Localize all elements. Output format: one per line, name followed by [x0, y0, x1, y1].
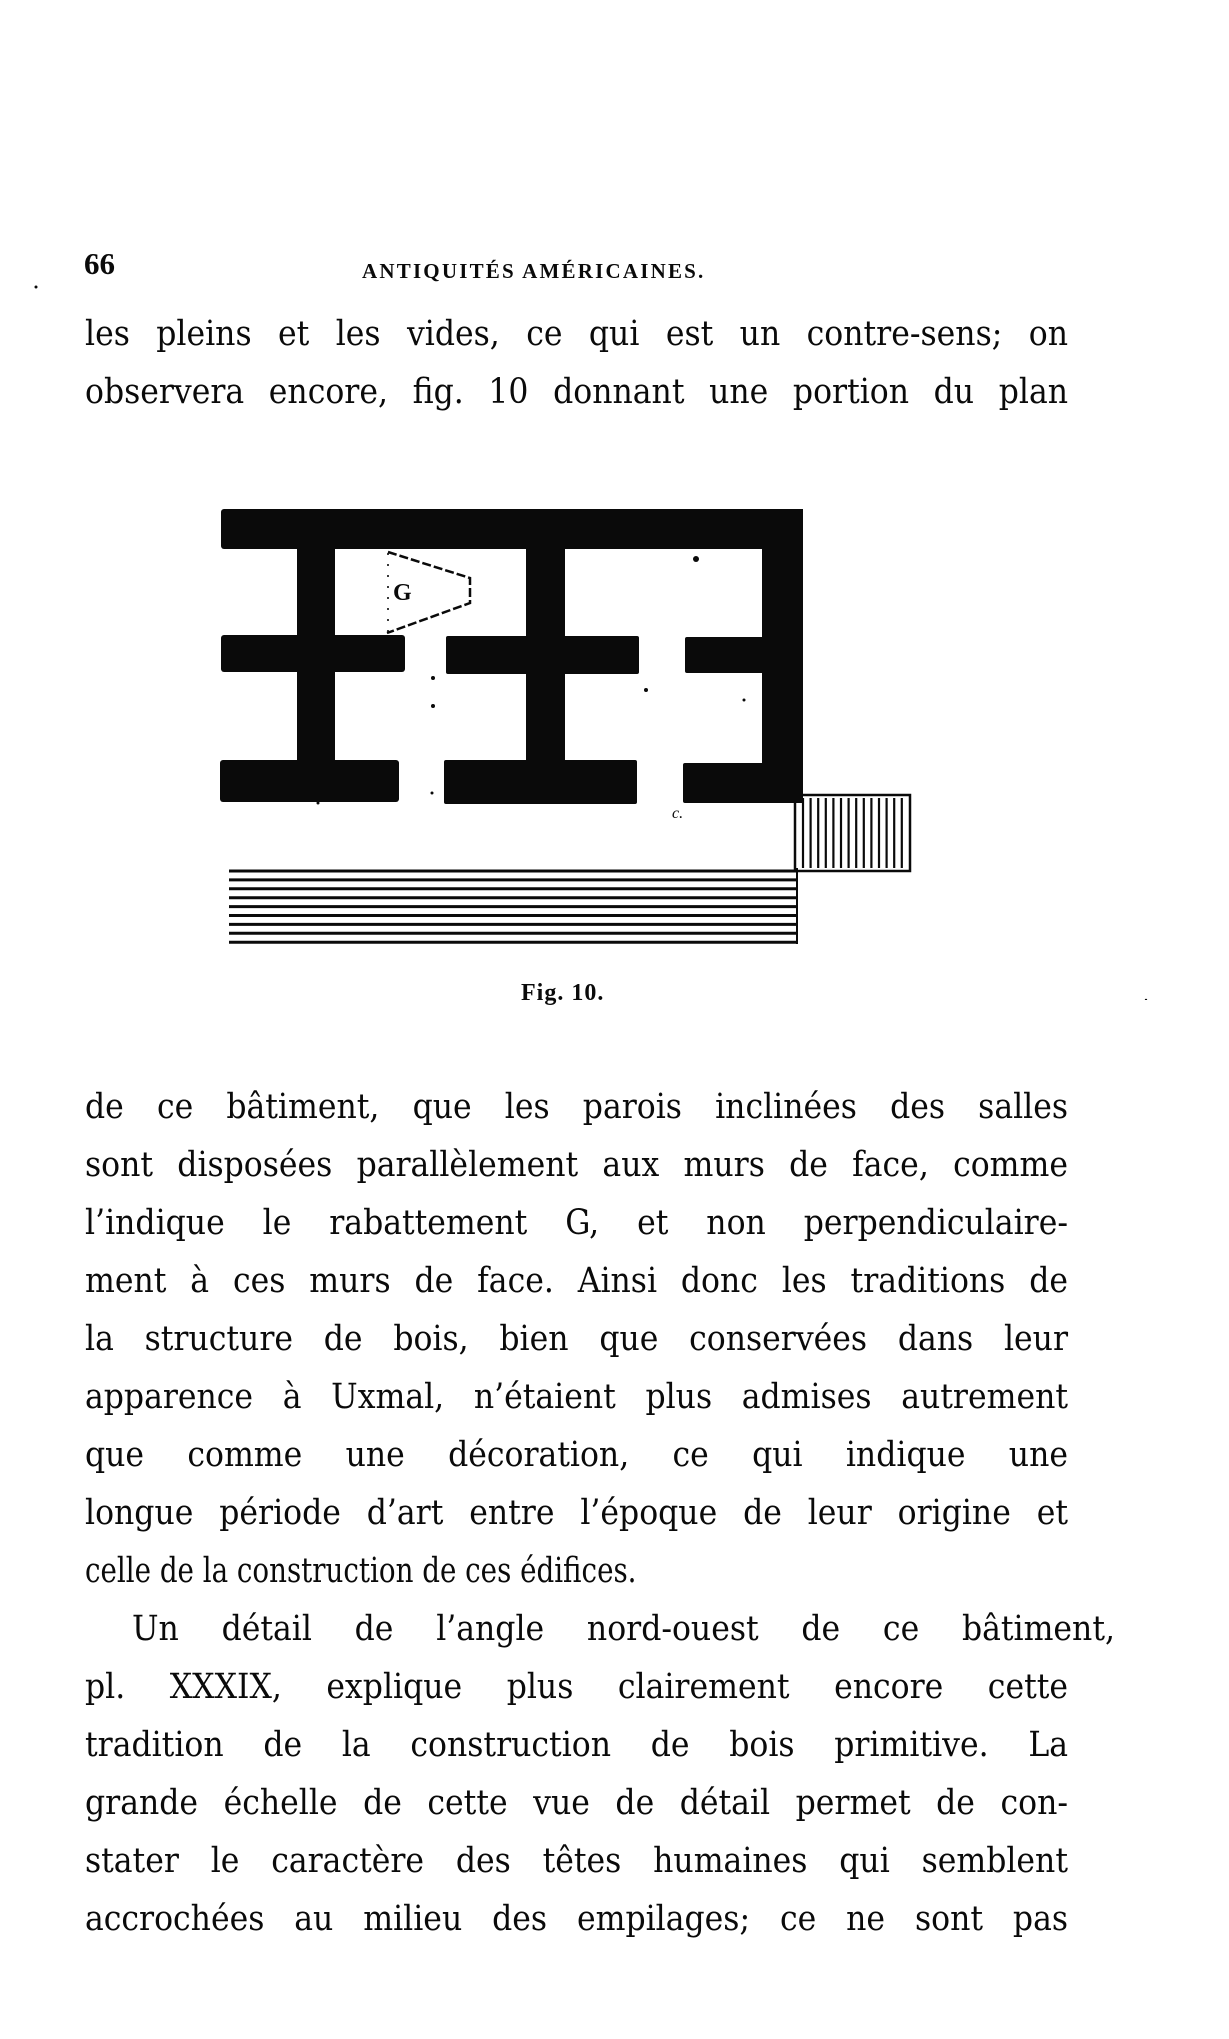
label-g: G [393, 580, 412, 606]
text-line: stater le caractère des têtes humaines qui semblent [85, 1841, 1068, 1881]
paragraph-2 [85, 1600, 1115, 1948]
text-line: Un détail de l’angle nord-ouest de ce bâtiment, [132, 1609, 1115, 1649]
text-line: l’indique le rabattement G, et non perpendiculaire- [85, 1203, 1068, 1243]
paragraph-1 [85, 1078, 1068, 1600]
rabattement-outline [387, 552, 470, 633]
stair-hatch [795, 795, 910, 871]
text-line: la structure de bois, bien que conservées dans leur [85, 1319, 1068, 1359]
text-line: tradition de la construction de bois primitive. La [85, 1725, 1068, 1765]
text-line: longue période d’art entre l’époque de leur origine et [85, 1493, 1068, 1533]
text-line: que comme une décoration, ce qui indique une [85, 1435, 1068, 1475]
figure-caption: Fig. 10. [521, 980, 605, 1006]
label-c: c. [672, 805, 684, 822]
wall-bottom-2 [444, 760, 637, 804]
text-line: apparence à Uxmal, n’étaient plus admises autrement [85, 1377, 1068, 1417]
text-line: sont disposées parallèlement aux murs de face, comme [85, 1145, 1068, 1185]
page-number: 66 [84, 246, 115, 281]
stair-outline [795, 795, 910, 871]
wall-middle-2 [446, 636, 639, 674]
walls [220, 509, 803, 804]
wall-top [221, 509, 803, 549]
text-line: pl. XXXIX, explique plus clairement encore cette [85, 1667, 1068, 1707]
wall-bottom-3 [683, 763, 803, 803]
text-line: celle de la construction de ces édifices. [85, 1551, 637, 1591]
running-head: ANTIQUITÉS AMÉRICAINES. [362, 259, 706, 283]
text-line: observera encore, fig. 10 donnant une portion du plan [85, 372, 1068, 412]
rabattement-g [387, 552, 470, 633]
wall-bottom-1 [220, 760, 399, 802]
text-line: de ce bâtiment, que les parois inclinées des salles [85, 1087, 1068, 1127]
text-line: ment à ces murs de face. Ainsi donc les traditions de [85, 1261, 1068, 1301]
terrace-hatch [229, 868, 797, 944]
wall-right [762, 509, 803, 803]
wall-middle-3 [685, 637, 765, 673]
figure-10-plan [0, 0, 1229, 1000]
text-line: les pleins et les vides, ce qui est un contre-sens; on [85, 314, 1068, 354]
text-block-top [85, 305, 1068, 421]
text-line: grande échelle de cette vue de détail permet de con- [85, 1783, 1068, 1823]
pier-1 [297, 540, 335, 770]
pier-2 [526, 540, 565, 770]
text-block-bottom [85, 1078, 1115, 1948]
wall-middle-1 [221, 635, 405, 672]
text-line: accrochées au milieu des empilages; ce ne sont pas [85, 1899, 1068, 1939]
